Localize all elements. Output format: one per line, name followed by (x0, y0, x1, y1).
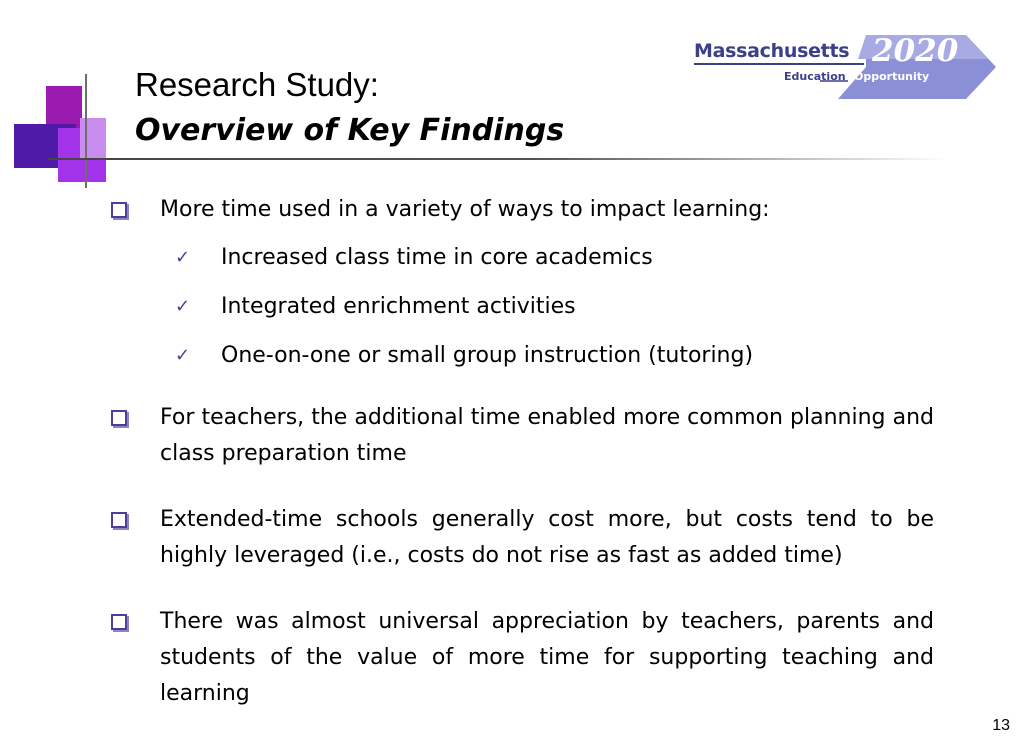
bullet-item (160, 604, 934, 712)
check-icon: ✓ (175, 247, 191, 268)
subbullet-text: Integrated enrichment activities (221, 294, 576, 319)
bullet-text: There was almost universal appreciation by teachers, parents and students of the value of more time for supporting teaching and learning (160, 609, 934, 706)
check-icon: ✓ (175, 296, 191, 317)
logo-word-2020: 2020 (872, 33, 959, 69)
title-line-2: Overview of Key Findings (135, 113, 565, 148)
logo-tagline-education: Education (784, 70, 846, 83)
subbullet-text: Increased class time in core academics (221, 245, 653, 270)
decor-square-lavender (80, 118, 106, 158)
bullet-text: For teachers, the additional time enabled more common planning and class preparation time (160, 405, 934, 466)
bullet-item (160, 192, 940, 228)
check-icon: ✓ (175, 345, 191, 366)
subbullet-text: One-on-one or small group instruction (tutoring) (221, 343, 754, 368)
square-bullet-icon (111, 410, 127, 426)
page-number: 13 (992, 717, 1010, 734)
decor-vertical-line (85, 74, 87, 188)
square-bullet-icon (111, 512, 127, 528)
logo-word-massachusetts: Massachusetts (694, 40, 850, 62)
logo-tagline-opportunity: Opportunity (854, 70, 930, 83)
square-bullet-icon (111, 202, 127, 218)
square-bullet-icon (111, 614, 127, 630)
massachusetts-2020-logo (688, 33, 1000, 103)
bullet-item (160, 400, 934, 472)
bullet-text: Extended-time schools generally cost more, but costs tend to be highly leveraged (i.e., costs do not rise as fast as added time) (160, 507, 934, 568)
title-line-1: Research Study: (135, 66, 379, 103)
bullet-item (160, 502, 934, 574)
bullet-text: More time used in a variety of ways to impact learning: (160, 197, 770, 222)
slide-title (135, 62, 564, 154)
title-underline (48, 158, 948, 160)
